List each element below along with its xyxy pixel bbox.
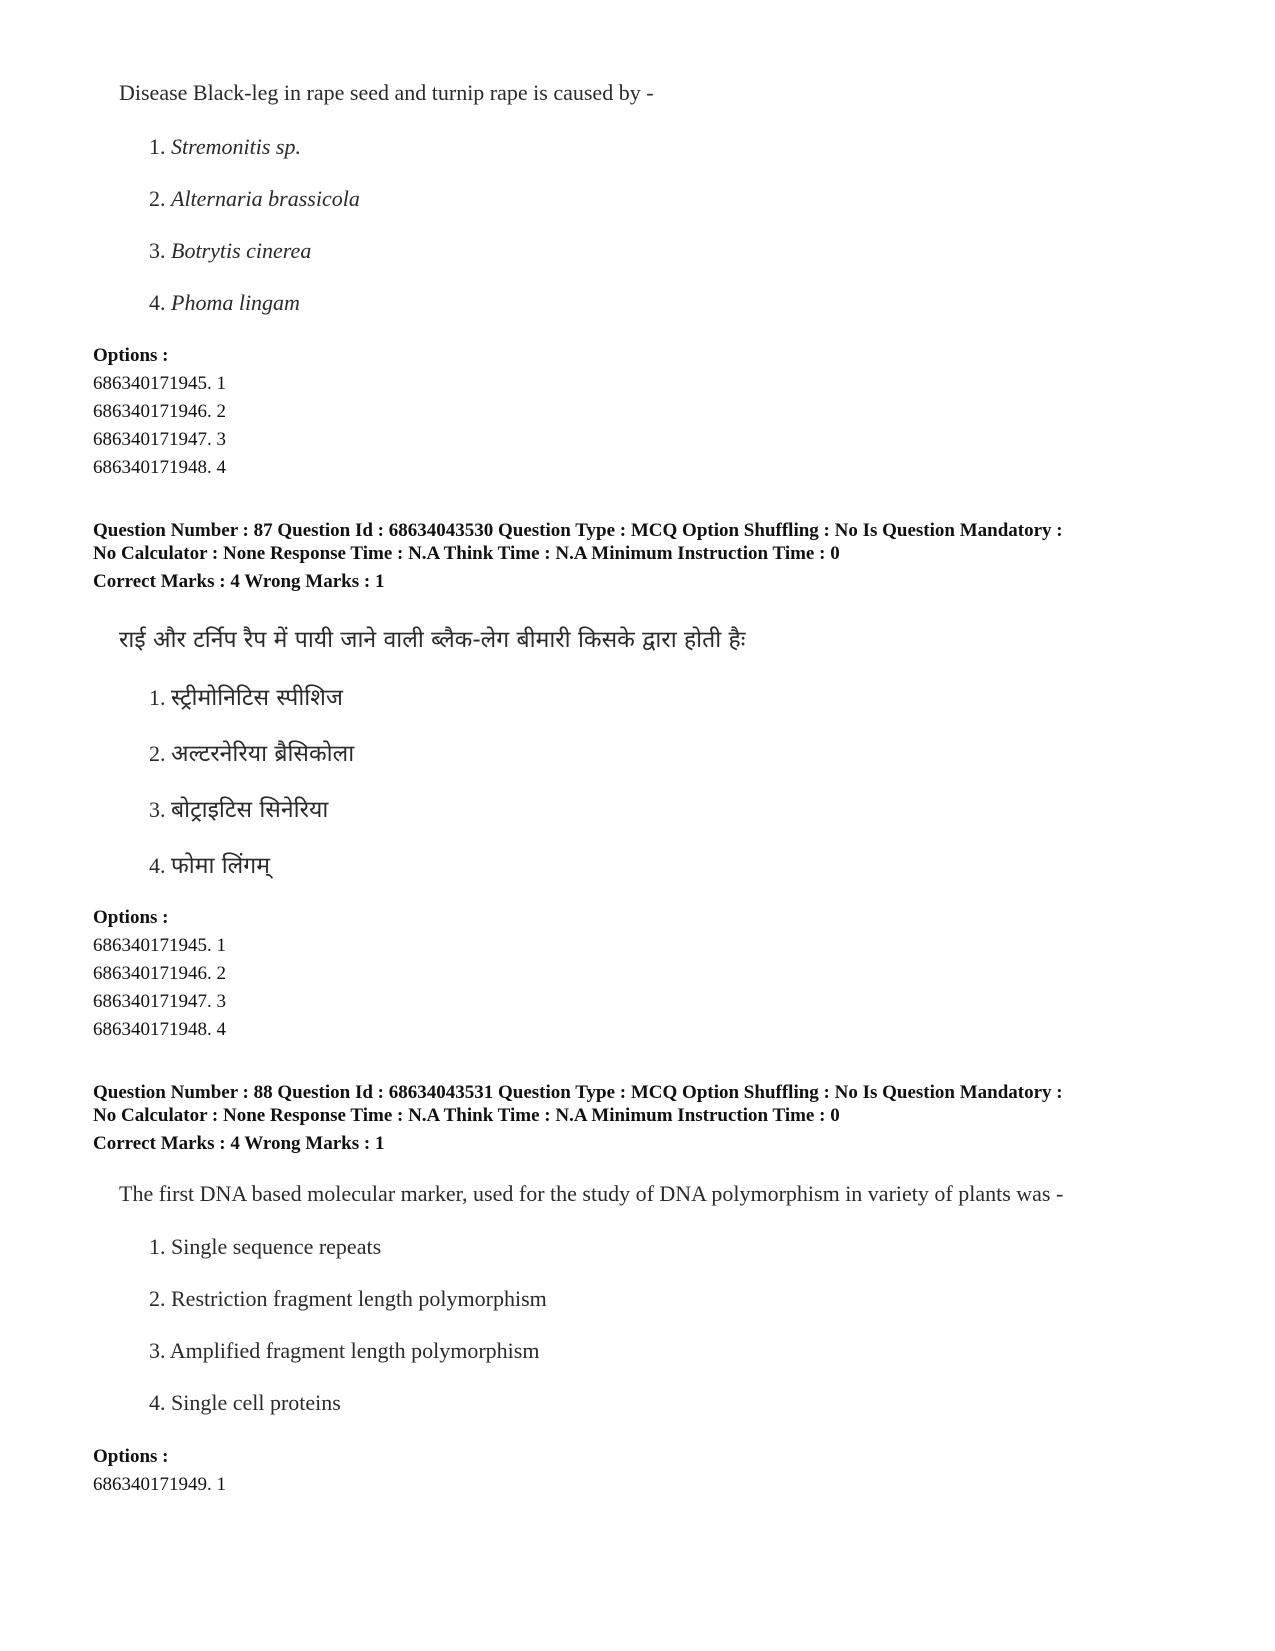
answer-choice (149, 792, 328, 824)
choice-number: 1. (149, 134, 166, 159)
option-id-row: 686340171945. 1 (93, 373, 226, 394)
choice-text: फोमा लिंगम् (171, 853, 270, 879)
options-heading: Options : (93, 907, 169, 928)
answer-choice (149, 1286, 547, 1312)
answer-choice (149, 134, 301, 160)
option-id-row: 686340171946. 2 (93, 401, 226, 422)
choice-text: Alternaria brassicola (171, 186, 360, 211)
choice-number: 4. (149, 853, 166, 878)
choice-text: Single sequence repeats (171, 1234, 382, 1259)
choice-number: 2. (149, 186, 166, 211)
choice-number: 2. (149, 741, 166, 766)
answer-choice (149, 186, 360, 212)
choice-number: 4. (149, 290, 166, 315)
question-marks: Correct Marks : 4 Wrong Marks : 1 (93, 1133, 385, 1154)
question-text: राई और टर्निप रैप में पायी जाने वाली ब्लैक-लेग बीमारी किसके द्वारा होती हैः (119, 627, 746, 653)
question-text: The first DNA based molecular marker, used for the study of DNA polymorphism in variety of plants was - (119, 1181, 1064, 1206)
choice-number: 2. (149, 1286, 166, 1311)
choice-number: 4. (149, 1390, 166, 1415)
option-id-row: 686340171947. 3 (93, 429, 226, 450)
answer-choice (149, 680, 343, 712)
choice-text: Single cell proteins (171, 1390, 341, 1415)
question-marks: Correct Marks : 4 Wrong Marks : 1 (93, 571, 385, 592)
choice-text: बोट्राइटिस सिनेरिया (171, 797, 329, 823)
option-id-row: 686340171949. 1 (93, 1474, 226, 1495)
choice-text: Stremonitis sp. (171, 134, 301, 159)
choice-number: 3. (149, 238, 166, 263)
question-meta-line-1: Question Number : 88 Question Id : 68634043531 Question Type : MCQ Option Shuffling : No Is Question Mandatory : (93, 1082, 1063, 1103)
answer-choice (149, 736, 354, 768)
option-id-row: 686340171945. 1 (93, 935, 226, 956)
question-meta-line-2: No Calculator : None Response Time : N.A Think Time : N.A Minimum Instruction Time : 0 (93, 1105, 840, 1126)
answer-choice (149, 1234, 381, 1260)
answer-choice (149, 238, 311, 264)
question-meta-line-1: Question Number : 87 Question Id : 68634043530 Question Type : MCQ Option Shuffling : No Is Question Mandatory : (93, 520, 1063, 541)
choice-text: अल्टरनेरिया ब्रैसिकोला (171, 741, 355, 767)
question-text: Disease Black-leg in rape seed and turnip rape is caused by - (119, 80, 654, 105)
choice-number: 1. (149, 685, 166, 710)
choice-text: Botrytis cinerea (171, 238, 312, 263)
option-id-row: 686340171946. 2 (93, 963, 226, 984)
option-id-row: 686340171948. 4 (93, 1019, 226, 1040)
answer-choice (149, 290, 300, 316)
choice-text: Restriction fragment length polymorphism (171, 1286, 547, 1311)
choice-text: स्ट्रीमोनिटिस स्पीशिज (171, 685, 343, 711)
answer-choice (149, 1390, 341, 1416)
choice-number: 3. (149, 1338, 166, 1363)
options-heading: Options : (93, 1446, 169, 1467)
choice-text: Phoma lingam (171, 290, 300, 315)
choice-text: Amplified fragment length polymorphism (169, 1338, 540, 1363)
choice-number: 3. (149, 797, 166, 822)
option-id-row: 686340171947. 3 (93, 991, 226, 1012)
answer-choice (149, 1338, 539, 1364)
options-heading: Options : (93, 345, 169, 366)
answer-choice (149, 848, 270, 880)
option-id-row: 686340171948. 4 (93, 457, 226, 478)
question-meta-line-2: No Calculator : None Response Time : N.A Think Time : N.A Minimum Instruction Time : 0 (93, 543, 840, 564)
choice-number: 1. (149, 1234, 166, 1259)
